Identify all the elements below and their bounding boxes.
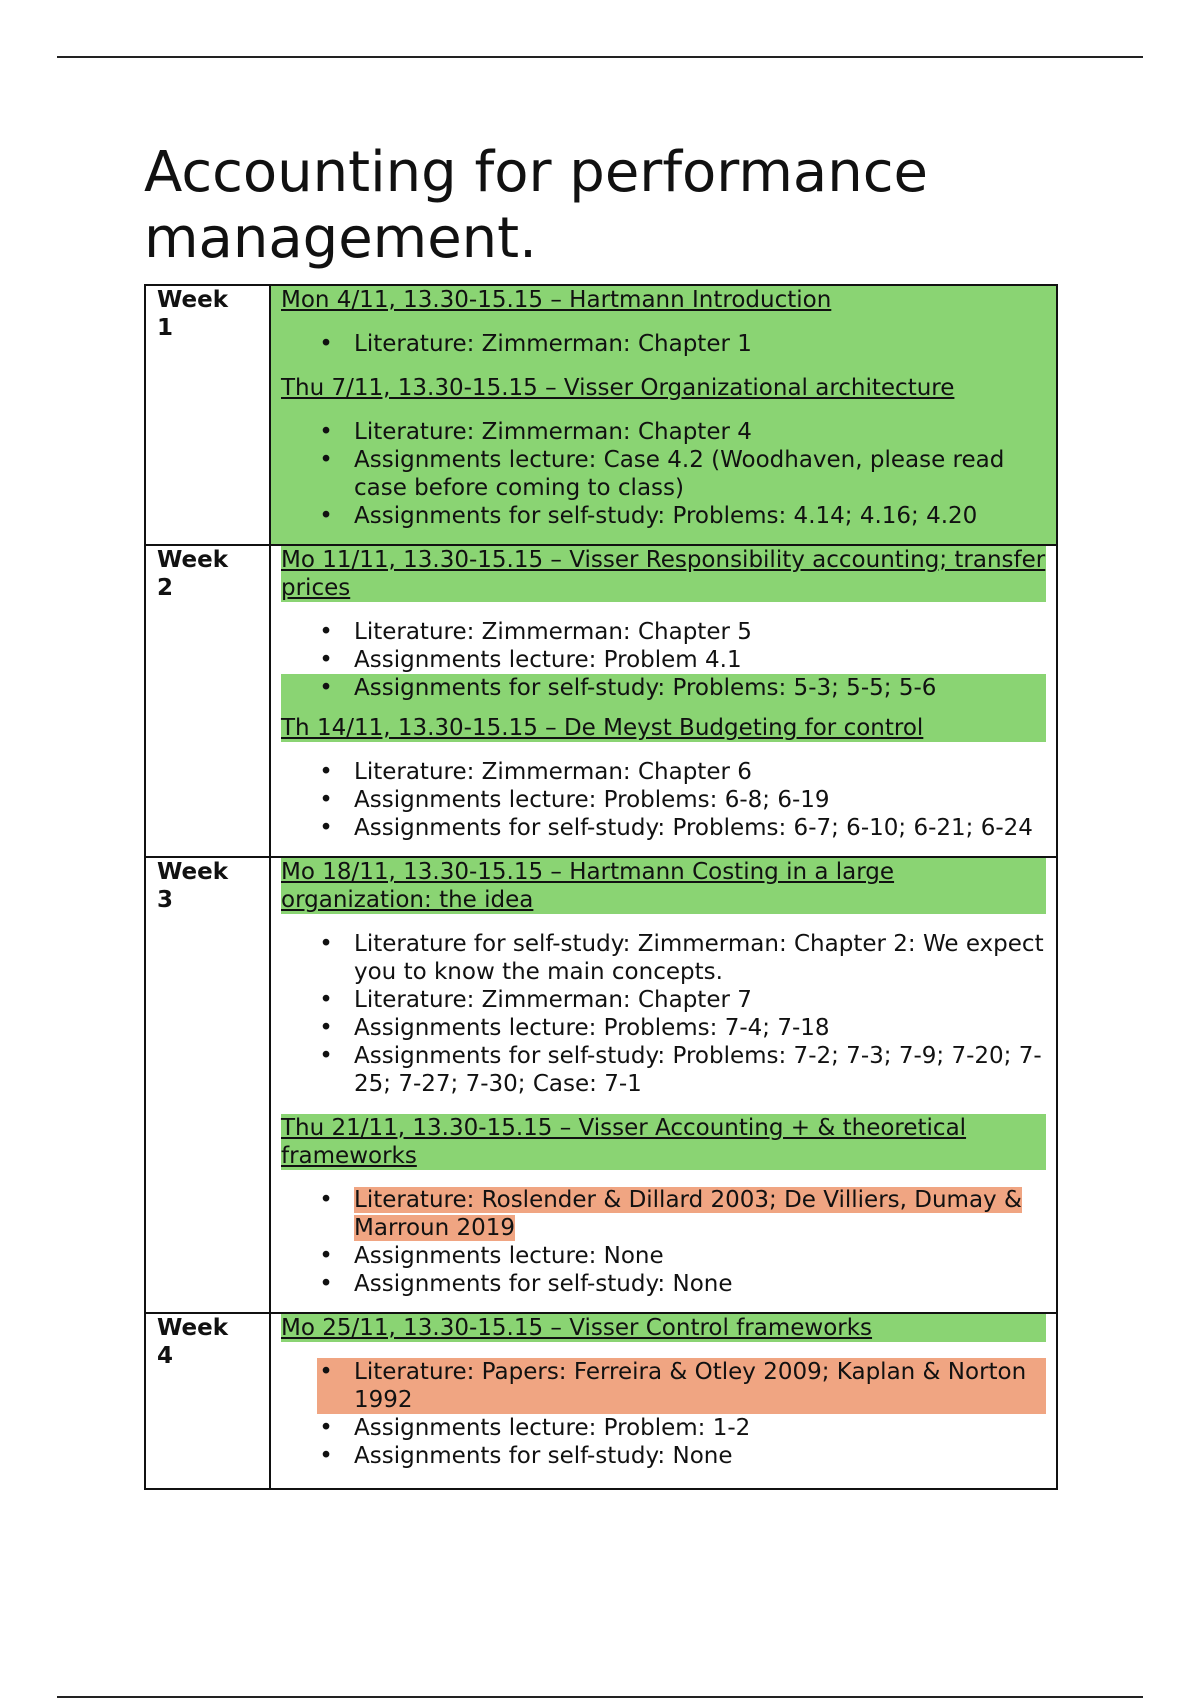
- list-item: • Literature: Papers: Ferreira & Otley 2009; Kaplan & Norton 1992: [317, 1358, 1046, 1414]
- list-item: • Literature: Zimmerman: Chapter 7: [281, 986, 1046, 1014]
- session-items: [281, 930, 1046, 1098]
- session-items: [281, 758, 1046, 842]
- session-title: Thu 7/11, 13.30-15.15 – Visser Organizational architecture: [281, 375, 955, 401]
- week-cell: [145, 545, 270, 857]
- bullet-icon: •: [319, 1187, 333, 1213]
- session-items: [281, 418, 1046, 530]
- bullet-icon: •: [319, 447, 333, 473]
- bullet-icon: •: [319, 675, 333, 701]
- schedule-table: [144, 284, 1058, 1490]
- session-header: [281, 702, 1046, 742]
- week-content: [270, 857, 1057, 1313]
- list-item: • Assignments for self-study: None: [281, 1270, 1046, 1298]
- session-header: [281, 1314, 1046, 1342]
- session-items: [281, 330, 1046, 358]
- session-title: Mo 11/11, 13.30-15.15 – Visser Responsibility accounting; transfer prices: [281, 547, 1046, 601]
- list-item: • Assignments lecture: Case 4.2 (Woodhaven, please read case before coming to class): [281, 446, 1046, 502]
- list-item: • Assignments lecture: None: [281, 1242, 1046, 1270]
- week-row: [145, 1313, 1057, 1489]
- list-item: • Assignments for self-study: Problems: 4.14; 4.16; 4.20: [281, 502, 1046, 530]
- session-items: [281, 1186, 1046, 1298]
- bullet-icon: •: [319, 619, 333, 645]
- list-item: • Assignments for self-study: Problems: 7-2; 7-3; 7-9; 7-20; 7-25; 7-27; 7-30; Case: 7-1: [281, 1042, 1046, 1098]
- list-item: • Assignments lecture: Problem: 1-2: [281, 1414, 1046, 1442]
- week-cell: [145, 857, 270, 1313]
- bullet-icon: •: [319, 987, 333, 1013]
- bullet-icon: •: [319, 1443, 333, 1469]
- bullet-icon: •: [319, 1243, 333, 1269]
- session-items: [281, 618, 1046, 702]
- week-label: Week 1: [157, 287, 229, 341]
- list-item: • Literature: Zimmerman: Chapter 1: [281, 330, 1046, 358]
- bullet-icon: •: [319, 1043, 333, 1069]
- list-item: • Assignments lecture: Problems: 7-4; 7-18: [281, 1014, 1046, 1042]
- bullet-icon: •: [319, 419, 333, 445]
- session-items: [281, 1358, 1046, 1470]
- bullet-icon: •: [319, 503, 333, 529]
- bullet-icon: •: [319, 759, 333, 785]
- page-title: Accounting for performance management.: [144, 140, 928, 271]
- week-cell: [145, 1313, 270, 1489]
- bullet-icon: •: [319, 647, 333, 673]
- week-label: Week 4: [157, 1315, 229, 1369]
- session-title: Thu 21/11, 13.30-15.15 – Visser Accounting + & theoretical frameworks: [281, 1115, 967, 1169]
- bullet-icon: •: [319, 931, 333, 957]
- list-item: • Literature: Zimmerman: Chapter 4: [281, 418, 1046, 446]
- list-item: • Assignments for self-study: None: [281, 1442, 1046, 1470]
- session-title: Mon 4/11, 13.30-15.15 – Hartmann Introduction: [281, 287, 832, 313]
- list-item: • Assignments for self-study: Problems: 5-3; 5-5; 5-6: [281, 674, 1046, 702]
- bullet-icon: •: [319, 1015, 333, 1041]
- session-header: [281, 858, 1046, 914]
- list-item: • Assignments for self-study: Problems: 6-7; 6-10; 6-21; 6-24: [281, 814, 1046, 842]
- bullet-icon: •: [319, 815, 333, 841]
- week-content: [270, 285, 1057, 545]
- week-row: [145, 857, 1057, 1313]
- bullet-icon: •: [319, 331, 333, 357]
- session-header: [281, 546, 1046, 602]
- list-item: • Literature: Zimmerman: Chapter 5: [281, 618, 1046, 646]
- week-row: [145, 285, 1057, 545]
- bullet-icon: •: [319, 1359, 333, 1385]
- list-item: • Literature: Roslender & Dillard 2003; De Villiers, Dumay & Marroun 2019: [281, 1186, 1046, 1242]
- week-label: Week 3: [157, 859, 229, 913]
- bottom-rule: [57, 1696, 1143, 1698]
- week-cell: [145, 285, 270, 545]
- session-header: [281, 1114, 1046, 1170]
- bullet-icon: •: [319, 787, 333, 813]
- list-item: • Literature: Zimmerman: Chapter 6: [281, 758, 1046, 786]
- week-label: Week 2: [157, 547, 229, 601]
- week-content: [270, 1313, 1057, 1489]
- session-title: Mo 18/11, 13.30-15.15 – Hartmann Costing in a large organization: the idea: [281, 859, 895, 913]
- bullet-icon: •: [319, 1415, 333, 1441]
- top-rule: [57, 56, 1143, 58]
- list-item: • Literature for self-study: Zimmerman: Chapter 2: We expect you to know the main concepts.: [281, 930, 1046, 986]
- list-item: • Assignments lecture: Problems: 6-8; 6-19: [281, 786, 1046, 814]
- session-title: Mo 25/11, 13.30-15.15 – Visser Control frameworks: [281, 1315, 873, 1341]
- bullet-icon: •: [319, 1271, 333, 1297]
- week-row: [145, 545, 1057, 857]
- list-item: • Assignments lecture: Problem 4.1: [281, 646, 1046, 674]
- session-title: Th 14/11, 13.30-15.15 – De Meyst Budgeting for control: [281, 715, 924, 741]
- week-content: [270, 545, 1057, 857]
